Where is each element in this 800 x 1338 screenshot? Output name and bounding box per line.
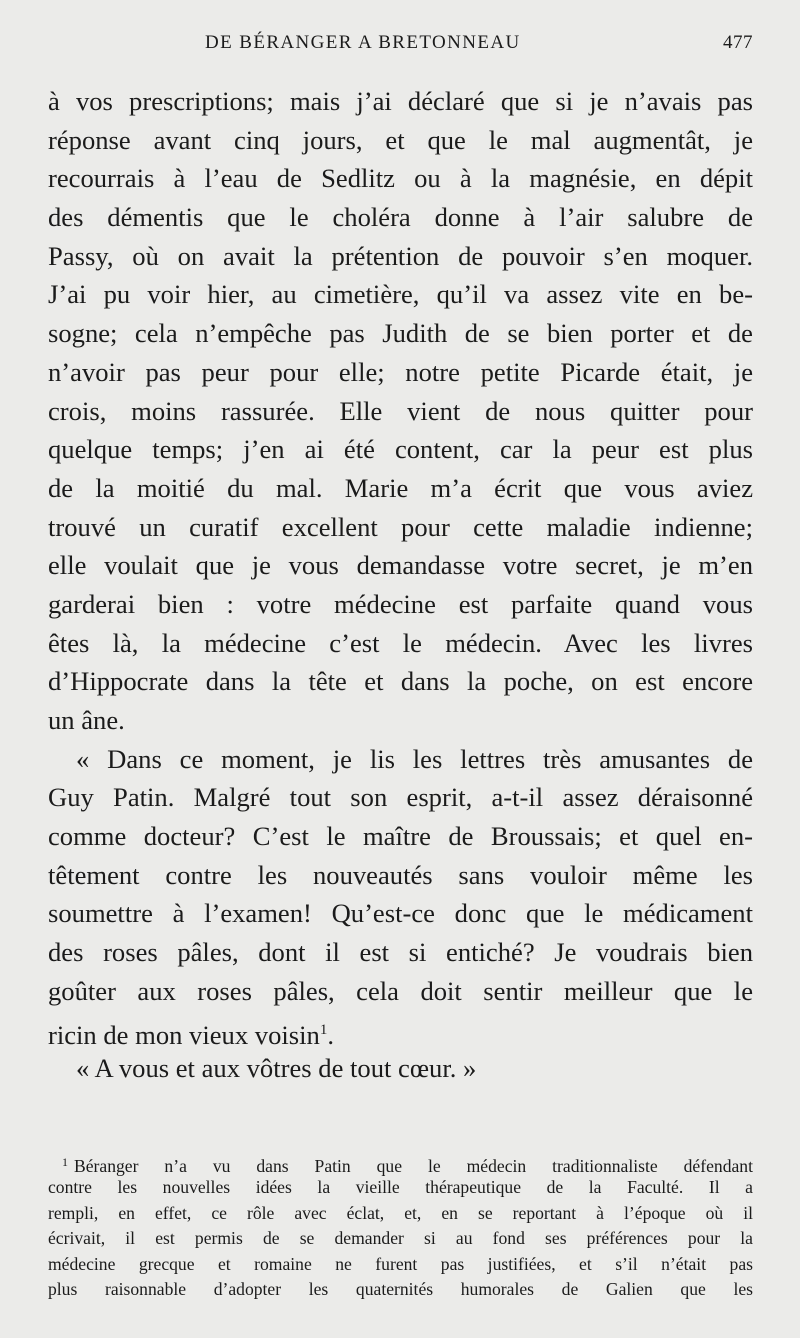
text-line: sogne; cela n’empêche pas Judith de se bien porter et de xyxy=(48,318,753,349)
running-title: DE BÉRANGER A BRETONNEAU xyxy=(205,32,521,53)
page-header xyxy=(0,32,800,62)
footnote-text: Béranger n’a vu dans Patin que le médecin traditionnaliste défendant xyxy=(74,1156,753,1176)
footnote-mark: 1 xyxy=(62,1155,68,1169)
text-line: garderai bien : votre médecine est parfaite quand vous xyxy=(48,588,753,619)
text-line: J’ai pu voir hier, au cimetière, qu’il va assez vite en be- xyxy=(48,279,753,310)
text-line: recourrais à l’eau de Sedlitz ou à la magnésie, en dépit xyxy=(48,163,753,194)
text-line-with-note xyxy=(48,1011,753,1050)
text-line: elle voulait que je vous demandasse votre secret, je m’en xyxy=(48,550,753,581)
text-line: des roses pâles, dont il est si entiché? Je voudrais bien xyxy=(48,937,753,968)
text-line: trouvé un curatif excellent pour cette maladie indienne; xyxy=(48,511,753,542)
text-line: crois, moins rassurée. Elle vient de nous quitter pour xyxy=(48,395,753,426)
text-line: ricin de mon vieux voisin xyxy=(48,1019,320,1050)
text-line: « A vous et aux vôtres de tout cœur. » xyxy=(76,1053,477,1084)
page-number: 477 xyxy=(723,32,753,53)
text-line: n’avoir pas peur pour elle; notre petite Picarde était, je xyxy=(48,356,753,387)
footnote-line: rempli, en effet, ce rôle avec éclat, et, en se reportant à l’époque où il xyxy=(48,1202,753,1223)
text-line: réponse avant cinq jours, et que le mal augmentât, je xyxy=(48,124,753,155)
footnote-line: médecine grecque et romaine ne furent pas justifiées, et s’il n’était pas xyxy=(48,1253,753,1274)
text-line: des démentis que le choléra donne à l’air salubre de xyxy=(48,202,753,233)
footnote-call[interactable]: 1 xyxy=(319,1021,328,1038)
line-end: . xyxy=(327,1019,334,1050)
footnote-line: plus raisonnable d’adopter les quaternités humorales de Galien que les xyxy=(48,1278,753,1299)
footnote xyxy=(48,1150,753,1302)
footnote-line xyxy=(48,1150,753,1175)
text-line: goûter aux roses pâles, cela doit sentir meilleur que le xyxy=(48,975,753,1006)
text-line: « Dans ce moment, je lis les lettres très amusantes de xyxy=(76,743,753,774)
text-line: d’Hippocrate dans la tête et dans la poche, on est encore xyxy=(48,666,753,697)
text-line: à vos prescriptions; mais j’ai déclaré que si je n’avais pas xyxy=(48,86,753,116)
text-line: Guy Patin. Malgré tout son esprit, a-t-il assez déraisonné xyxy=(48,782,753,813)
footnote-line: écrivait, il est permis de se demander si au fond ses préférences pour la xyxy=(48,1228,753,1249)
footnote-line: contre les nouvelles idées la vieille thérapeutique de la Faculté. Il a xyxy=(48,1177,753,1198)
text-line: de la moitié du mal. Marie m’a écrit que vous aviez xyxy=(48,472,753,503)
text-line: êtes là, la médecine c’est le médecin. Avec les livres xyxy=(48,627,753,658)
text-line: Passy, où on avait la prétention de pouvoir s’en moquer. xyxy=(48,240,753,271)
text-line: comme docteur? C’est le maître de Broussais; et quel en- xyxy=(48,821,753,852)
body-text xyxy=(48,82,753,1088)
text-line: quelque temps; j’en ai été content, car la peur est plus xyxy=(48,434,753,465)
text-line: un âne. xyxy=(48,705,125,735)
text-line: têtement contre les nouveautés sans vouloir même les xyxy=(48,859,753,890)
text-line: soumettre à l’examen! Qu’est-ce donc que le médicament xyxy=(48,898,753,929)
